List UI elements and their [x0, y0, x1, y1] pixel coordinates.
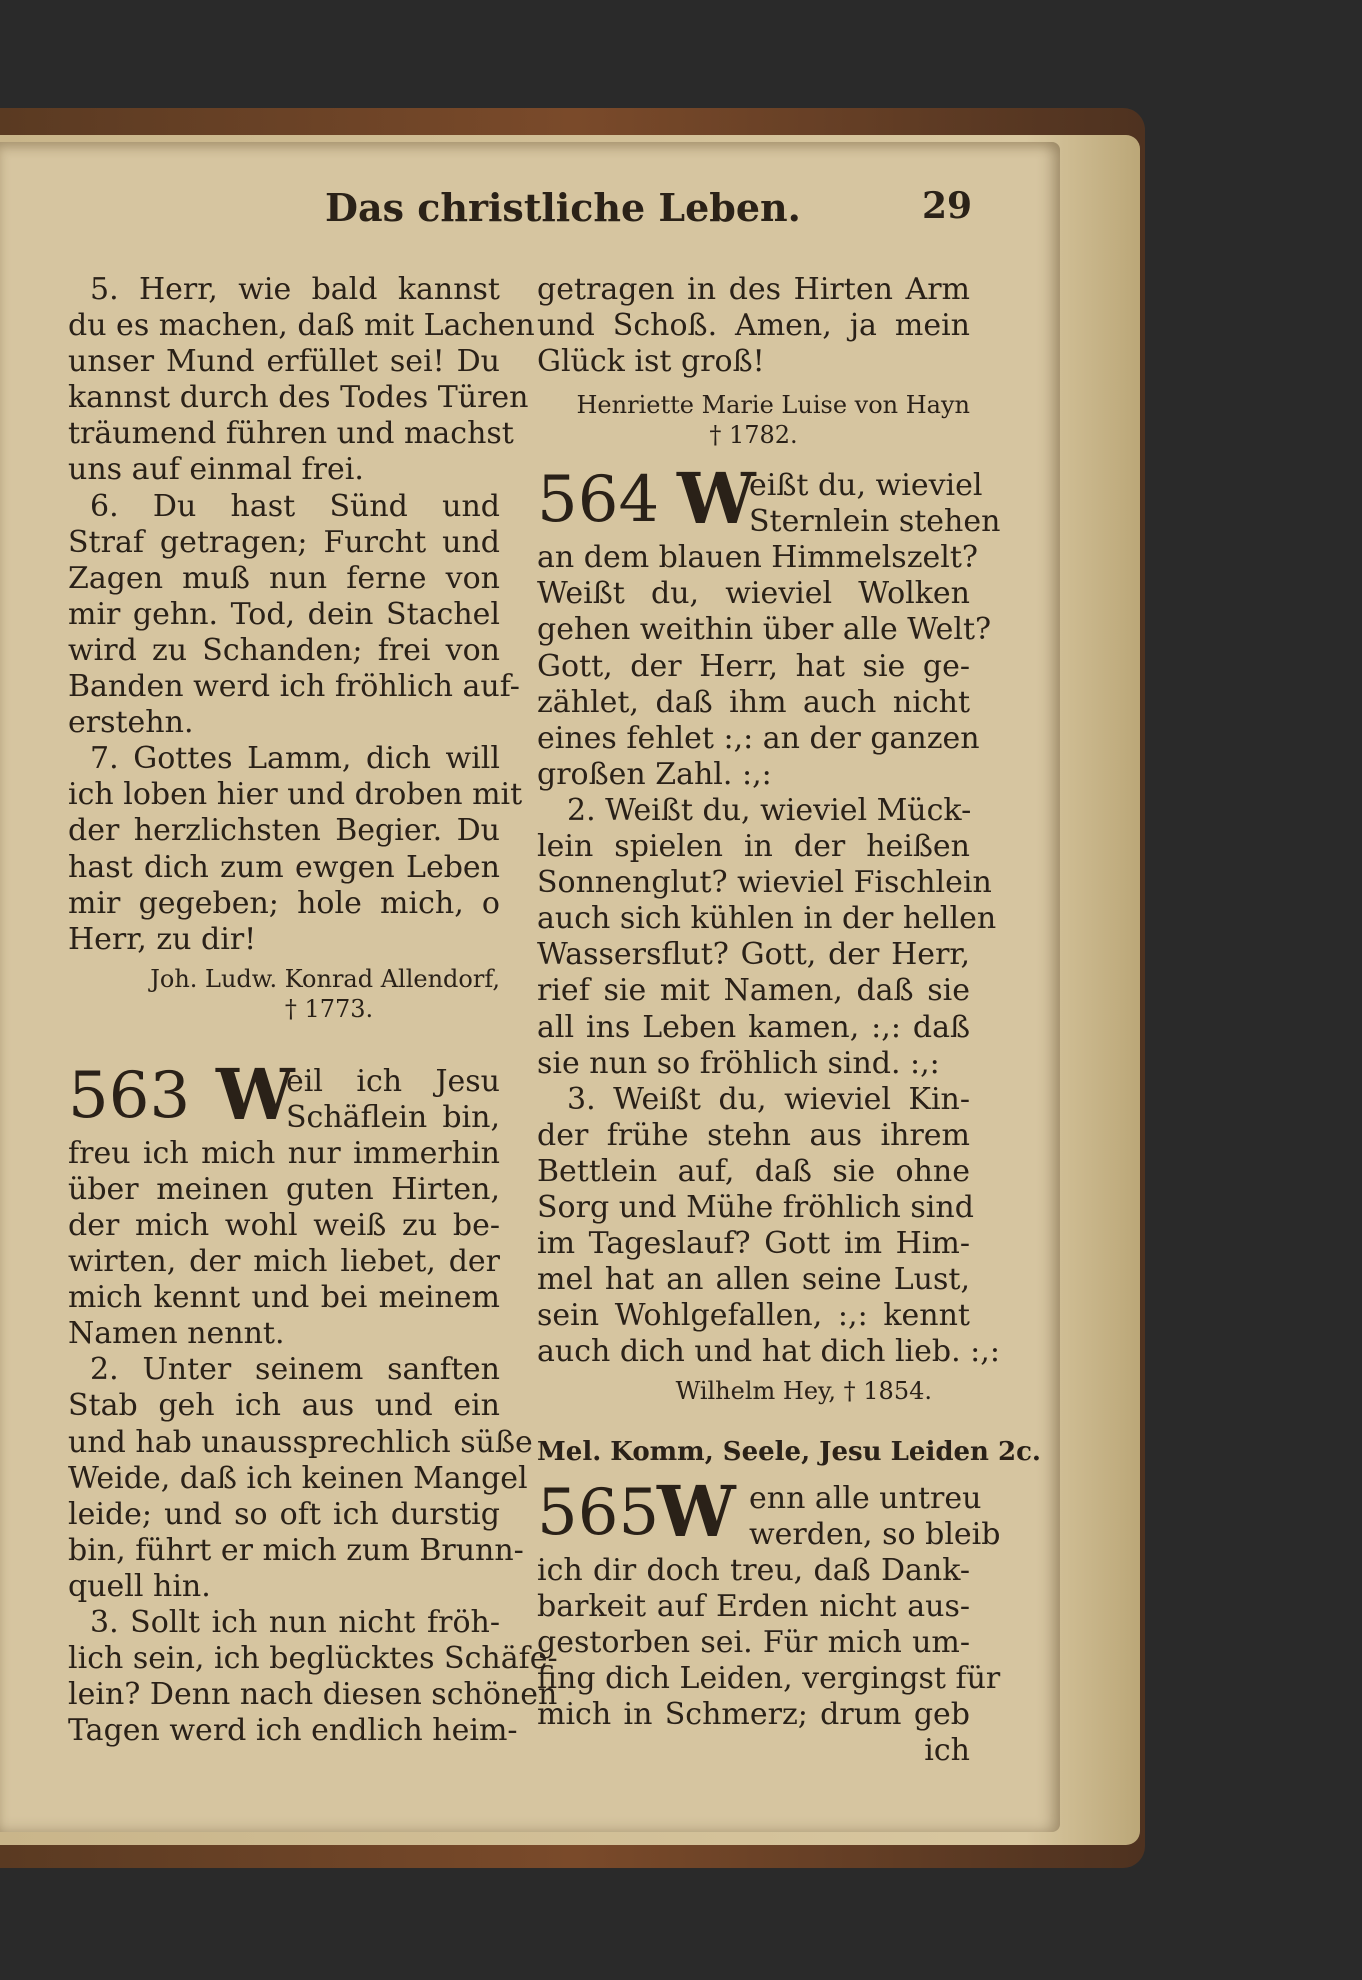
text-line: ich dir doch treu, daß Dank- [537, 1552, 970, 1588]
drop-cap: W [216, 1052, 295, 1136]
text-line: Glück ist groß! [537, 344, 765, 380]
text-line: 7. Gottes Lamm, dich will [90, 741, 500, 777]
text-line: Zagen muß nun ferne von [68, 560, 500, 596]
text-line: Gott, der Herr, hat sie ge- [537, 648, 970, 684]
text-line: Tagen werd ich endlich heim- [68, 1713, 518, 1749]
text-line: Sorg und Mühe fröhlich sind [537, 1189, 974, 1225]
text-line: träumend führen und machst [68, 416, 514, 452]
text-line: 2. Unter seinem sanften [90, 1352, 500, 1388]
text-line: zählet, daß ihm auch nicht [537, 684, 970, 720]
text-line: 6. Du hast Sünd und [90, 488, 500, 524]
text-line: über meinen guten Hirten, [68, 1171, 500, 1207]
text-line: Weißt du, wieviel Wolken [537, 576, 970, 612]
catchword: ich [924, 1733, 970, 1768]
text-line: mich kennt und bei meinem [68, 1280, 500, 1316]
text-line: auch sich kühlen in der hellen [537, 901, 997, 937]
text-line: der mich wohl weiß zu be- [68, 1207, 500, 1243]
text-line: enn alle untreu [749, 1480, 982, 1516]
text-line: 2. Weißt du, wieviel Mück- [567, 792, 972, 828]
text-line: ich loben hier und droben mit [68, 777, 523, 813]
text-line: Wassersflut? Gott, der Herr, [537, 937, 970, 973]
running-title: Das christliche Leben. [325, 185, 801, 230]
text-line: bin, führt er mich zum Brunn- [68, 1532, 524, 1568]
text-line: an dem blauen Himmelszelt? [537, 540, 978, 576]
text-line: eines fehlet :,: an der ganzen [537, 720, 980, 756]
text-line: Weide, daß ich keinen Mangel [68, 1460, 528, 1496]
text-line: der herzlichsten Begier. Du [68, 813, 500, 849]
text-line: eißt du, wieviel [749, 468, 983, 504]
text-line: rief sie mit Namen, daß sie [537, 973, 970, 1009]
text-line: mir gehn. Tod, dein Stachel [68, 596, 500, 632]
text-line: fing dich Leiden, vergingst für [537, 1660, 1001, 1696]
text-line: der frühe stehn aus ihrem [537, 1117, 970, 1153]
text-line: uns auf einmal frei. [68, 452, 364, 488]
text-line: wirten, der mich liebet, der [68, 1244, 500, 1280]
hymn-author: Wilhelm Hey, † 1854. [675, 1377, 932, 1406]
text-line: auch dich und hat dich lieb. :,: [537, 1334, 1000, 1370]
text-line: quell hin. [68, 1568, 211, 1604]
text-line: leide; und so oft ich durstig [68, 1496, 500, 1532]
text-line: getragen in des Hirten Arm [537, 272, 970, 307]
hymn-number: 565 [537, 1475, 660, 1550]
hymn-number: 563 [68, 1058, 191, 1133]
page-number: 29 [922, 185, 973, 227]
hymn-author: Joh. Ludw. Konrad Allendorf, [150, 964, 500, 993]
text-line: und Schoß. Amen, ja mein [537, 308, 970, 344]
spacer [537, 1406, 970, 1434]
right-column [537, 272, 1041, 1769]
text-line: all ins Leben kamen, :,: daß [537, 1009, 970, 1045]
text-line: mir gegeben; hole mich, o [68, 885, 500, 921]
text-line: Banden werd ich fröhlich auf- [68, 669, 520, 705]
hymn-date: † 1773. [284, 994, 374, 1023]
text-line: eil ich Jesu [286, 1063, 500, 1099]
text-line: Herr, zu dir! [68, 921, 257, 957]
text-line: gehen weithin über alle Welt? [537, 612, 992, 648]
text-line: lich sein, ich beglücktes Schäfe- [68, 1641, 558, 1677]
drop-cap: W [657, 1469, 736, 1553]
text-line: Bettlein auf, daß sie ohne [537, 1153, 970, 1189]
text-line: werden, so bleib [749, 1516, 1001, 1552]
page-header [0, 185, 1000, 235]
text-line: 5. Herr, wie bald kannst [90, 272, 500, 307]
text-line: 3. Weißt du, wieviel Kin- [567, 1081, 970, 1117]
text-line: unser Mund erfüllet sei! Du [68, 344, 500, 380]
text-line: Straf getragen; Furcht und [68, 524, 500, 560]
text-line: lein spielen in der heißen [537, 829, 970, 865]
text-line: sie nun so fröhlich sind. :,: [537, 1045, 940, 1081]
text-line: Sonnenglut? wieviel Fischlein [537, 865, 992, 901]
text-line: erstehn. [68, 705, 194, 741]
hymn-author: Henriette Marie Luise von Hayn [576, 391, 970, 420]
left-column [68, 272, 558, 1749]
text-line: wird zu Schanden; frei von [68, 632, 500, 668]
text-line: mel hat an allen seine Lust, [537, 1262, 970, 1298]
text-line: großen Zahl. :,: [537, 756, 772, 792]
text-line: freu ich mich nur immerhin [68, 1135, 500, 1171]
text-line: mich in Schmerz; drum geb [537, 1696, 970, 1732]
text-line: Stab geh ich aus und ein [68, 1388, 500, 1424]
melody-note: Mel. Komm, Seele, Jesu Leiden 2c. [537, 1437, 1041, 1468]
text-line: Namen nennt. [68, 1316, 285, 1352]
text-line: Sternlein stehen [749, 504, 1001, 540]
hymn-564-heading [537, 457, 1001, 541]
text-line: du es machen, daß mit Lachen [68, 308, 535, 344]
drop-cap: W [677, 457, 756, 541]
text-line: hast dich zum ewgen Leben [68, 849, 500, 885]
text-line: barkeit auf Erden nicht aus- [537, 1588, 970, 1624]
text-line: und hab unaussprechlich süße [68, 1424, 533, 1460]
hymn-date: † 1782. [709, 421, 798, 450]
hymn-563-heading [68, 1052, 500, 1136]
text-line: im Tageslauf? Gott im Him- [537, 1226, 970, 1262]
text-line: Schäflein bin, [286, 1099, 500, 1135]
text-line: sein Wohlgefallen, :,: kennt [537, 1298, 970, 1334]
text-line: gestorben sei. Für mich um- [537, 1624, 970, 1660]
text-line: kannst durch des Todes Türen [68, 380, 529, 416]
text-line: lein? Denn nach diesen schönen [68, 1677, 558, 1713]
text-line: 3. Sollt ich nun nicht fröh- [90, 1605, 500, 1640]
hymn-565-heading [537, 1469, 1001, 1553]
hymn-number: 564 [537, 463, 660, 538]
